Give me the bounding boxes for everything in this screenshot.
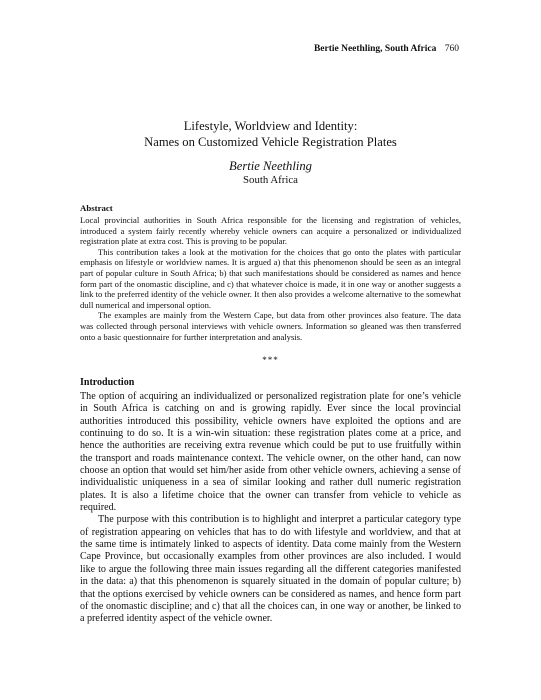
author-affiliation: South Africa (243, 174, 298, 186)
paper-title-line-2: Names on Customized Vehicle Registration Plates (144, 134, 397, 149)
introduction-paragraph-2: The purpose with this contribution is to highlight and interpret a particular category type of registration appearing on vehicles that has to do with lifestyle and worldview, and that at the same time is intimately linked to aspects of identity. Data come mainly from the Western Cape Province, but occasionally examples from other provinces are also included. I would like to argue the following three main issues regarding all the different categories manifested in the data: a) that this phenomenon is squarely situated in the domain of popular culture; b) that the options exercised by vehicle owners can be considered as names, and hence form part of the onomastic discipline; and c) that all the choices can, in one way or another, be linked to a preferred identity aspect of the vehicle owner. (80, 514, 461, 625)
paper-title-line-1: Lifestyle, Worldview and Identity: (183, 119, 358, 133)
header-author-affiliation: Bertie Neethling, South Africa (313, 44, 437, 54)
abstract-paragraph-2: This contribution takes a look at the motivation for the choices that go onto the plates with particular emphasis on lifestyle or worldview names. It is argued a) that this phenomenon should be seen as an integral part of popular culture in South Africa; b) that such manifestations should be considered as names and hence form part of the onomastic discipline, and c) that whatever choice is made, it in one way or another suggests a link to the preferred identity of the vehicle owner. It then also provides a welcome alternative to the somewhat dull numerical and impersonal option. (80, 246, 461, 310)
abstract-paragraph-3: The examples are mainly from the Western Cape, but data from other provinces also feature. The data was collected through personal interviews with vehicle owners. Information so gleaned was then transferred onto a basic questionnaire for further interpretation and analysis. (80, 310, 461, 342)
abstract-paragraph-1: Local provincial authorities in South Africa responsible for the licensing and registration of vehicles, introduced a system fairly recently whereby vehicle owners can acquire a personalized or individualized registration plate at extra cost. This is proving to be popular. (80, 215, 461, 247)
running-header (314, 44, 459, 54)
title-block (0, 119, 541, 187)
header-page-number: 760 (444, 44, 459, 54)
introduction-paragraph-1: The option of acquiring an individualized or personalized registration plate for one’s vehicle in South Africa is catching on and is growing rapidly. Ever since the local provincial authorities introduced this possibility, vehicle owners have exploited the options and are continuing to do so. It is a win-win situation: these registration plates come at a price, and hence the authorities are receiving extra revenue which could be put to use fruitfully within the transport and roads maintenance context. The vehicle owner, on the other hand, can now choose an option that would set him/her aside from other vehicle owners, achieving a sense of individualistic uniqueness in a sea of similar looking and rather dull numeric registration plates. It is also a lifetime choice that the owner can transfer from vehicle to vehicle as required. (80, 391, 461, 514)
section-separator: *** (262, 355, 279, 366)
author-name: Bertie Neethling (229, 159, 312, 173)
abstract-section (80, 203, 461, 365)
abstract-heading: Abstract (80, 203, 113, 213)
introduction-heading: Introduction (80, 377, 135, 388)
introduction-section (80, 377, 461, 626)
